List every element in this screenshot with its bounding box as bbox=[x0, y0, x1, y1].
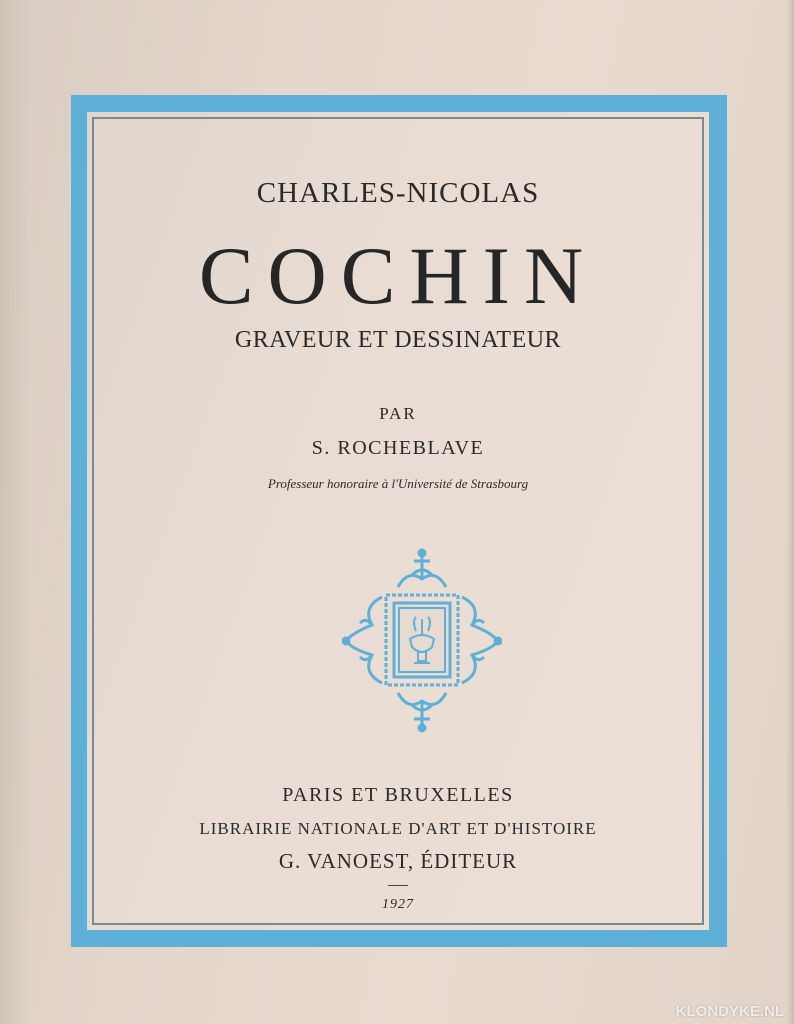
cover-shadow bbox=[0, 0, 30, 1024]
inner-rule-frame bbox=[92, 117, 704, 925]
watermark-logo: KLONDYKE.NL bbox=[675, 1003, 784, 1020]
vase-cartouche-ornament-icon bbox=[342, 547, 502, 733]
publication-year: 1927 bbox=[382, 897, 414, 912]
page-edge bbox=[786, 0, 794, 1024]
surname-title: COCHIN bbox=[198, 230, 598, 321]
publisher-name: LIBRAIRIE NATIONALE D'ART ET D'HISTOIRE bbox=[199, 819, 597, 838]
by-label: PAR bbox=[379, 404, 417, 423]
blue-border-frame bbox=[71, 95, 727, 947]
given-names: CHARLES-NICOLAS bbox=[256, 177, 540, 209]
subtitle: GRAVEUR ET DESSINATEUR bbox=[234, 327, 562, 353]
divider-rule bbox=[388, 885, 408, 886]
editor-name: G. VANOEST, ÉDITEUR bbox=[278, 849, 518, 873]
author-name: S. ROCHEBLAVE bbox=[311, 437, 485, 459]
publication-place: PARIS ET BRUXELLES bbox=[282, 784, 514, 806]
author-affiliation: Professeur honoraire à l'Université de Strasbourg bbox=[267, 476, 529, 491]
